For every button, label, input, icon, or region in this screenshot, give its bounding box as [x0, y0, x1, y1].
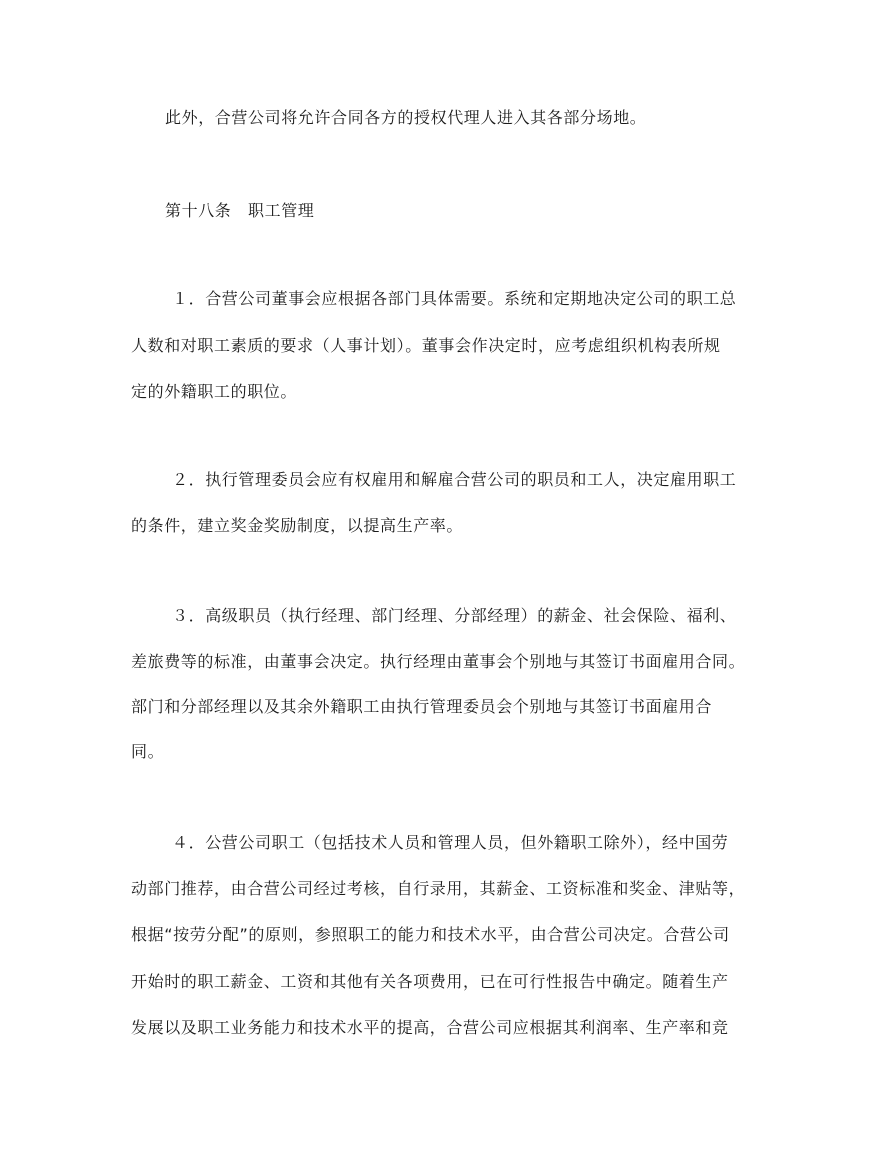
clause-3-line-1: ３．高级职员（执行经理、部门经理、分部经理）的薪金、社会保险、福利、 — [172, 606, 737, 625]
clause-3-line-3: 部门和分部经理以及其余外籍职工由执行管理委员会个别地与其签订书面雇用合 — [131, 697, 713, 716]
clause-1-line-1: １．合营公司董事会应根据各部门具体需要。系统和定期地决定公司的职工总 — [172, 289, 737, 308]
clause-3-line-4: 同。 — [131, 742, 165, 761]
clause-2-line-2: 的条件，建立奖金奖励制度，以提高生产率。 — [131, 516, 464, 535]
article-heading: 第十八条 职工管理 — [165, 201, 315, 220]
clause-4-line-1: ４．公营公司职工（包括技术人员和管理人员，但外籍职工除外），经中国劳 — [172, 833, 729, 852]
clause-1-line-3: 定的外籍职工的职位。 — [131, 382, 298, 401]
clause-4-line-4: 开始时的职工薪金、工资和其他有关各项费用，已在可行性报告中确定。随着生产 — [131, 972, 729, 991]
clause-4-line-5: 发展以及职工业务能力和技术水平的提高，合营公司应根据其利润率、生产率和竞 — [131, 1018, 729, 1037]
clause-4-line-3: 根据“按劳分配”的原则，参照职工的能力和技术水平，由合营公司决定。合营公司 — [131, 925, 730, 944]
clause-4-line-2: 动部门推荐，由合营公司经过考核，自行录用，其薪金、工资标准和奖金、津贴等， — [131, 879, 746, 898]
clause-2-line-1: ２．执行管理委员会应有权雇用和解雇合营公司的职员和工人，决定雇用职工 — [172, 470, 737, 489]
clause-3-line-2: 差旅费等的标准，由董事会决定。执行经理由董事会个别地与其签订书面雇用合同。 — [131, 652, 746, 671]
paragraph-intro-line-1: 此外，合营公司将允许合同各方的授权代理人进入其各部分场地。 — [165, 108, 647, 127]
clause-1-line-2: 人数和对职工素质的要求（人事计划）。董事会作决定时，应考虑组织机构表所规 — [131, 336, 721, 355]
